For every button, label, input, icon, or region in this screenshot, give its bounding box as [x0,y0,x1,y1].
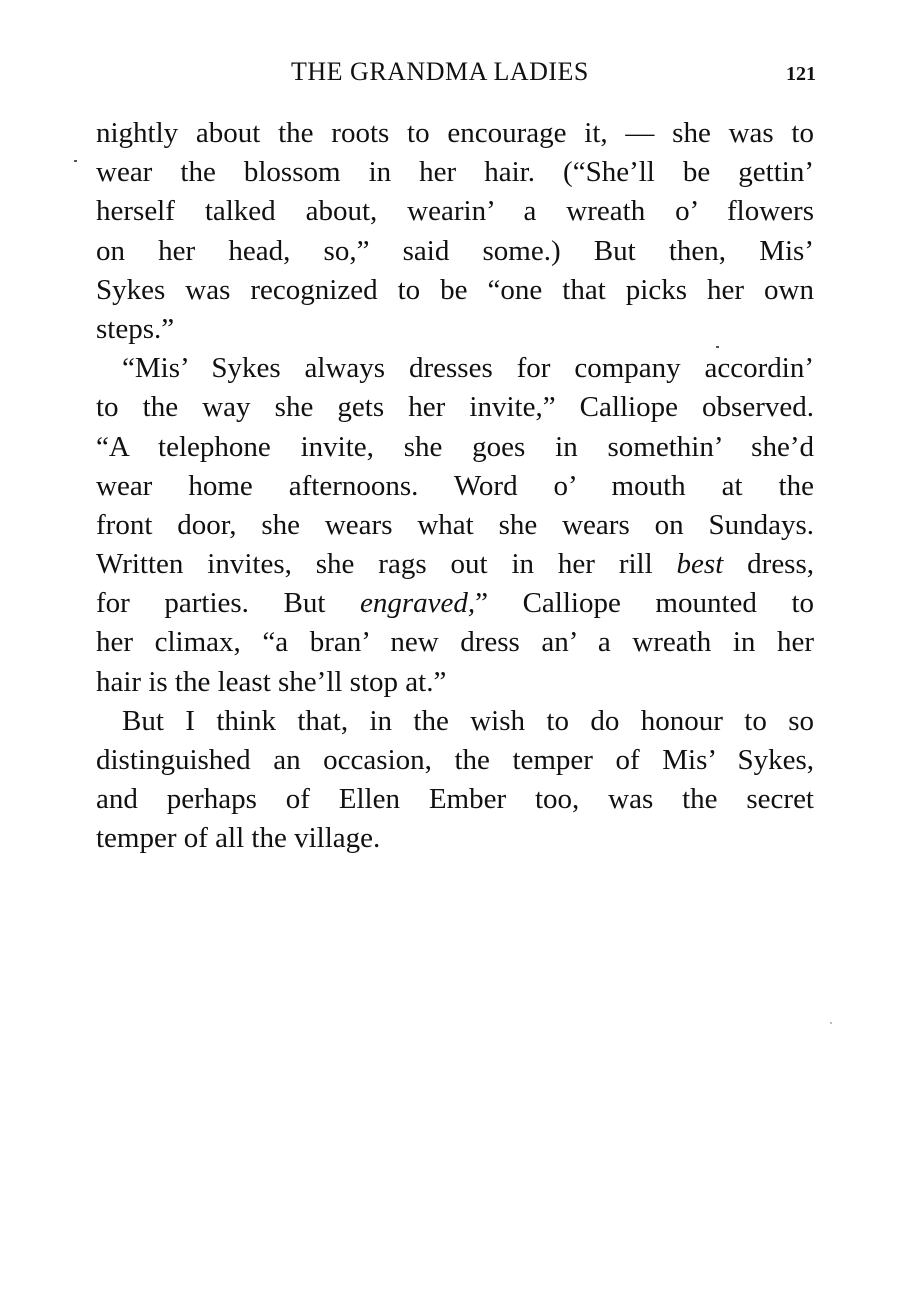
scan-speck [830,1022,832,1024]
text-segment: for parties. But [96,587,326,620]
text-line: nightly about the roots to encourage it, — she was to [96,117,814,149]
scan-speck [716,346,719,348]
italic-emphasis: engraved, [359,587,476,620]
text-line: on her head, so,” said some.) But then, Mis’ [96,234,814,267]
text-line: “A telephone invite, she goes in somethin’ she’d [96,430,814,463]
text-line: hair is the least she’ll stop at.” [96,665,447,698]
text-line: her climax, “a bran’ new dress an’ a wreath in her [96,626,814,659]
running-head [96,54,816,90]
text-line: front door, she wears what she wears on Sundays. [96,508,814,541]
running-head-title: THE GRANDMA LADIES [291,57,589,86]
text-line: But I think that, in the wish to do honour to so [122,704,814,737]
text-line: “Mis’ Sykes always dresses for company accordin’ [122,352,814,385]
text-segment: Written invites, she rags out in her rill [96,548,653,581]
text-line: distinguished an occasion, the temper of Mis’ Sykes, [96,744,814,776]
text-segment: ” Calliope mounted to [475,587,815,620]
scan-speck [74,160,77,162]
text-line: to the way she gets her invite,” Calliope observed. [96,391,814,424]
text-line: steps.” [96,312,175,345]
text-line: wear the blossom in her hair. (“She’ll be gettin’ [96,156,814,189]
text-line: herself talked about, wearin’ a wreath o’ flowers [96,195,814,228]
text-line: and perhaps of Ellen Ember too, was the secret [96,783,814,816]
text-line-mixed [96,584,814,623]
body-text [96,114,814,859]
page-number: 121 [786,63,816,85]
text-line: temper of all the village. [96,822,381,855]
text-line: wear home afternoons. Word o’ mouth at the [96,469,814,502]
text-line-mixed [96,545,814,584]
italic-emphasis: best [676,548,724,581]
text-line: Sykes was recognized to be “one that picks her own [96,273,814,306]
text-segment: dress, [747,548,815,581]
